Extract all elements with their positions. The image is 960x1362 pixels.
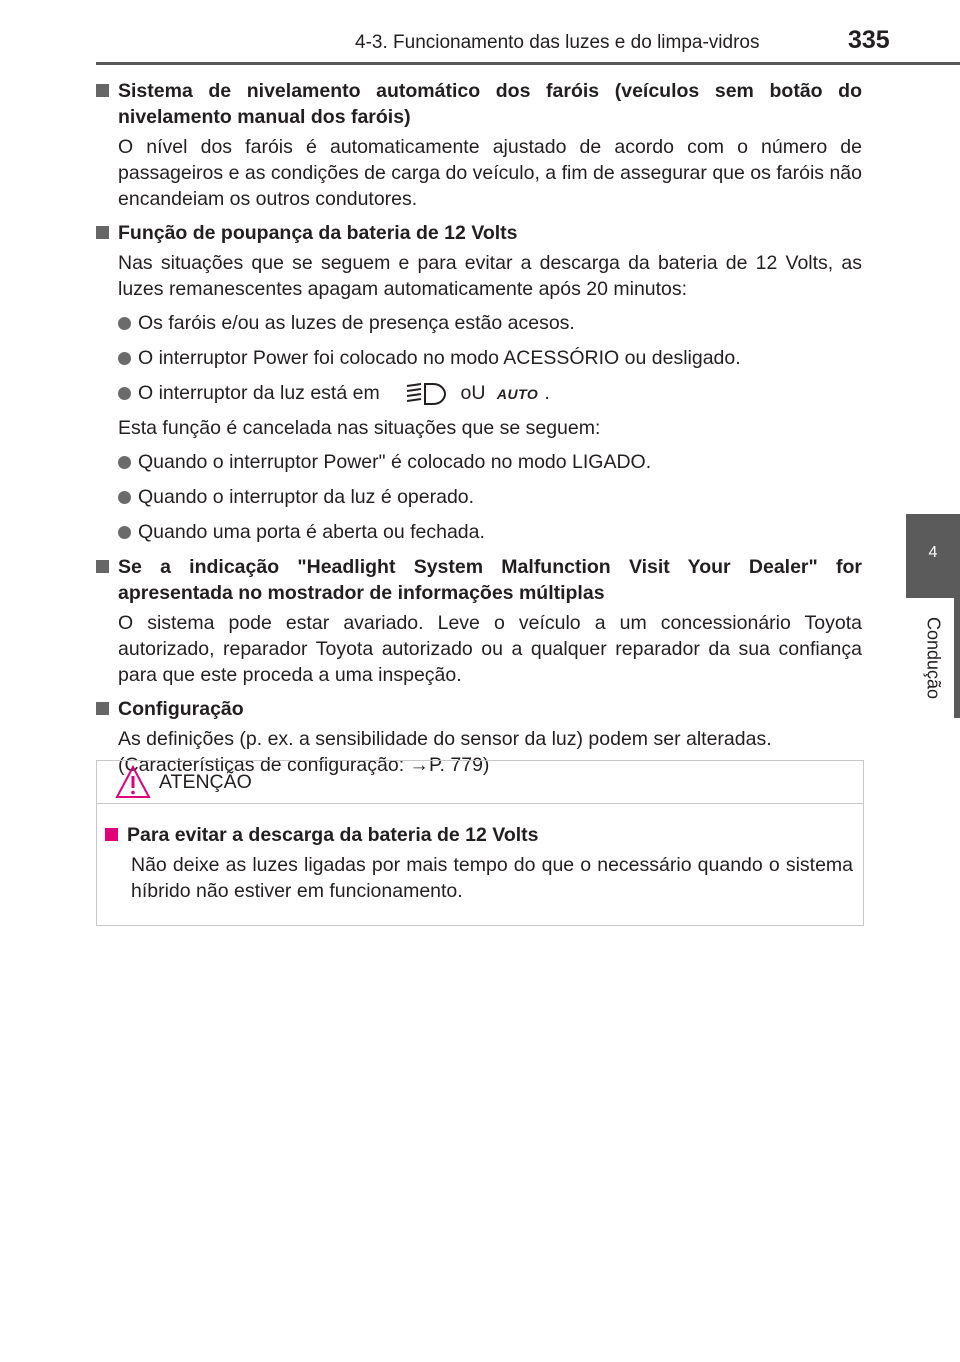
section-heading: Configuração bbox=[96, 696, 862, 722]
chapter-title: 4-3. Funcionamento das luzes e do limpa-vidros bbox=[355, 32, 760, 53]
section-heading: Se a indicação "Headlight System Malfunction Visit Your Dealer" for apresentada no mostrador de informações múltiplas bbox=[96, 554, 862, 606]
chapter-side-label bbox=[906, 598, 960, 718]
section-paragraph: O nível dos faróis é automaticamente ajustado de acordo com o número de passageiros e as condições de carga do veículo, a fim de assegurar que os faróis não encandeiam os outros condutores. bbox=[118, 136, 862, 210]
main-content bbox=[96, 78, 862, 786]
page-number: 335 bbox=[848, 26, 890, 54]
round-bullet-icon bbox=[118, 519, 138, 546]
side-bar-divider bbox=[954, 598, 960, 718]
page-reference-link[interactable]: (Características de configuração: →P. 779) bbox=[118, 754, 490, 776]
round-bullet-icon bbox=[118, 380, 138, 407]
square-bullet-icon bbox=[96, 220, 118, 246]
list-item: Quando uma porta é aberta ou fechada. bbox=[118, 519, 862, 546]
section-malfunction-message bbox=[96, 554, 862, 688]
warning-heading: Para evitar a descarga da bateria de 12 Volts bbox=[105, 822, 853, 848]
list-item: O interruptor Power foi colocado no modo ACESSÓRIO ou desligado. bbox=[118, 345, 862, 372]
section-heading: Sistema de nivelamento automático dos faróis (veículos sem botão do nivelamento manual dos faróis) bbox=[96, 78, 862, 130]
warning-body bbox=[97, 804, 863, 904]
list-item: Quando o interruptor da luz é operado. bbox=[118, 484, 862, 511]
section-paragraph: As definições (p. ex. a sensibilidade do sensor da luz) podem ser alteradas. bbox=[118, 728, 772, 750]
list-item: Os faróis e/ou as luzes de presença estão acesos. bbox=[118, 310, 862, 337]
round-bullet-icon bbox=[118, 484, 138, 511]
section-heading: Função de poupança da bateria de 12 Volts bbox=[96, 220, 862, 246]
section-paragraph: O sistema pode estar avariado. Leve o veículo a um concessionário Toyota autorizado, reparador Toyota autorizado ou a qualquer reparador da sua confiança para que este proceda a uma inspeção. bbox=[118, 612, 862, 686]
warning-title: ATENÇÃO bbox=[159, 771, 252, 793]
auto-icon: AUTO bbox=[496, 385, 539, 402]
headlight-icon bbox=[403, 381, 449, 407]
chapter-tab[interactable]: 4 bbox=[906, 514, 960, 598]
round-bullet-icon bbox=[118, 345, 138, 372]
chapter-label: Condução bbox=[923, 616, 944, 700]
square-bullet-icon bbox=[96, 554, 118, 606]
square-bullet-icon bbox=[96, 78, 118, 130]
list-item: Quando o interruptor Power" é colocado no modo LIGADO. bbox=[118, 449, 862, 476]
square-bullet-icon bbox=[96, 696, 118, 722]
warning-triangle-icon bbox=[115, 765, 151, 799]
header-divider bbox=[96, 62, 960, 65]
warning-paragraph: Não deixe as luzes ligadas por mais tempo do que o necessário quando o sistema híbrido não estiver em funcionamento. bbox=[131, 854, 853, 902]
page-header bbox=[0, 0, 960, 64]
round-bullet-icon bbox=[118, 310, 138, 337]
warning-box bbox=[96, 760, 864, 926]
list-item: O interruptor da luz está em oU AUTO . bbox=[118, 380, 862, 407]
round-bullet-icon bbox=[118, 449, 138, 476]
square-bullet-icon bbox=[105, 822, 127, 848]
section-battery-saver bbox=[96, 220, 862, 546]
section-paragraph: Esta função é cancelada nas situações que se seguem: bbox=[118, 417, 601, 439]
section-headlight-leveling bbox=[96, 78, 862, 212]
warning-header bbox=[97, 761, 863, 804]
section-paragraph: Nas situações que se seguem e para evitar a descarga da bateria de 12 Volts, as luzes remanescentes apagam automaticamente após 20 minutos: bbox=[118, 252, 862, 300]
